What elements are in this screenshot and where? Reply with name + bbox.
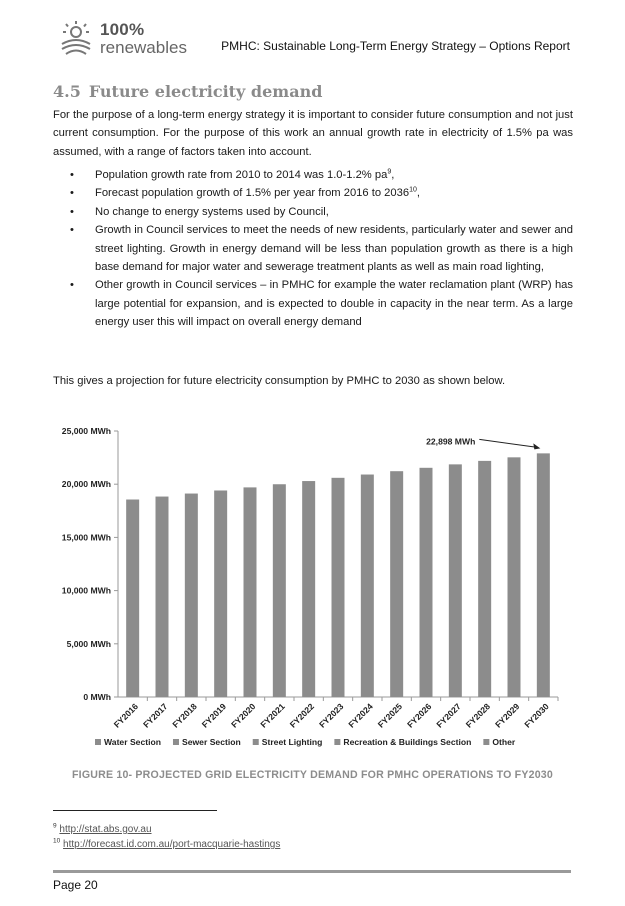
- legend-swatch: [253, 739, 259, 745]
- x-tick-label: FY2025: [375, 701, 405, 730]
- footnote-divider: [53, 810, 217, 811]
- bar-fy2017: [156, 497, 169, 697]
- logo-text-top: 100%: [100, 20, 145, 39]
- bar-fy2022: [302, 481, 315, 697]
- x-tick-label: FY2023: [317, 701, 346, 730]
- legend-swatch: [95, 739, 101, 745]
- x-tick-label: FY2021: [258, 701, 287, 730]
- list-item: [53, 203, 573, 221]
- bar-fy2021: [273, 484, 286, 697]
- x-tick-label: FY2024: [346, 701, 375, 730]
- list-item: [53, 276, 573, 331]
- x-tick-label: FY2029: [493, 701, 522, 730]
- footnote-link[interactable]: http://forecast.id.com.au/port-macquarie-hastings: [63, 839, 281, 850]
- logo-text-bottom: renewables: [100, 38, 187, 57]
- list-item-text: Population growth rate from 2010 to 2014 was 1.0-1.2% pa: [95, 169, 388, 181]
- list-item-tail: ,: [416, 187, 420, 200]
- bullet-icon: •: [70, 205, 74, 218]
- legend-label: Water Section: [104, 737, 161, 747]
- legend-label: Street Lighting: [261, 737, 323, 747]
- page-header: [56, 18, 576, 58]
- footnote-ref[interactable]: 9: [387, 168, 392, 176]
- footnote-number: 9: [53, 822, 57, 830]
- legend-label: Sewer Section: [181, 737, 241, 747]
- electricity-demand-chart: [38, 422, 578, 758]
- list-item: [53, 184, 573, 202]
- x-tick-label: FY2027: [434, 701, 463, 730]
- bar-fy2018: [185, 494, 198, 697]
- logo: [56, 18, 236, 58]
- footnote-ref[interactable]: 10: [409, 186, 417, 194]
- report-title: PMHC: Sustainable Long-Term Energy Strategy – Options Report: [221, 39, 570, 53]
- list-item-tail: ,: [391, 169, 395, 181]
- y-tick-label: 20,000 MWh: [61, 479, 111, 490]
- footnotes: [53, 822, 280, 852]
- section-number: 4.5: [53, 82, 81, 101]
- bar-fy2025: [390, 471, 403, 697]
- x-tick-label: FY2022: [287, 701, 317, 730]
- bar-fy2026: [420, 468, 433, 697]
- annotation-label: 22,898 MWh: [426, 436, 476, 447]
- projection-paragraph: This gives a projection for future electricity consumption by PMHC to 2030 as shown below.: [53, 375, 506, 387]
- legend-swatch: [483, 739, 489, 745]
- footnote: [53, 822, 280, 837]
- legend-swatch: [173, 739, 179, 745]
- bullet-icon: •: [70, 279, 74, 292]
- bullet-icon: •: [70, 187, 74, 200]
- x-tick-label: FY2019: [199, 701, 229, 730]
- list-item-text: Other growth in Council services – in PMHC for example the water reclamation plant (WRP) has large potential for expansion, and is expected to double in capacity in the near term. As a large energy user this will impact on overall energy demand: [95, 279, 573, 329]
- intro-paragraph: For the purpose of a long-term energy strategy it is important to consider future consumption and not just current consumption. For the purpose of this work an annual growth rate in electricity of 1.5% pa was assumed, with a range of factors taken into account.: [53, 109, 573, 158]
- legend-swatch: [334, 739, 340, 745]
- list-item-text: Forecast population growth of 1.5% per year from 2016 to 2036: [95, 187, 410, 200]
- section-heading: [53, 82, 322, 101]
- annotation-arrow-head: [533, 443, 540, 449]
- bar-fy2024: [361, 475, 374, 697]
- bar-fy2023: [332, 478, 345, 697]
- x-tick-label: FY2016: [111, 701, 141, 730]
- y-tick-label: 15,000 MWh: [61, 532, 111, 543]
- x-tick-label: FY2028: [463, 701, 493, 730]
- sun-leaf-icon: [56, 20, 96, 56]
- footer-rule: [53, 870, 571, 873]
- x-tick-label: FY2018: [170, 701, 199, 730]
- legend-label: Recreation & Buildings Section: [343, 737, 472, 747]
- footnote-number: 10: [53, 837, 61, 845]
- bullet-icon: •: [70, 224, 74, 237]
- section-title: Future electricity demand: [88, 82, 323, 101]
- y-tick-label: 10,000 MWh: [61, 585, 111, 596]
- x-tick-label: FY2030: [522, 701, 551, 730]
- bar-fy2030: [537, 453, 550, 697]
- x-tick-label: FY2020: [229, 701, 258, 730]
- list-item-text: Growth in Council services to meet the needs of new residents, particularly water and sewer and street lighting. Growth in energy demand will be less than population growth as there is a high base demand for major water and sewerage treatment plants as well as main road lighting,: [95, 224, 573, 274]
- page-number: Page 20: [53, 878, 98, 892]
- footnote-link[interactable]: http://stat.abs.gov.au: [59, 824, 152, 835]
- bullet-icon: •: [70, 169, 74, 181]
- bar-fy2029: [508, 457, 521, 697]
- factor-list: [53, 166, 573, 332]
- y-tick-label: 0 MWh: [83, 692, 111, 702]
- x-tick-label: FY2017: [141, 701, 170, 730]
- bar-fy2016: [126, 500, 139, 697]
- legend-label: Other: [492, 737, 516, 747]
- bar-fy2019: [214, 490, 227, 697]
- y-tick-label: 5,000 MWh: [66, 638, 111, 649]
- bar-fy2027: [449, 464, 462, 697]
- x-tick-label: FY2026: [405, 701, 434, 730]
- bar-fy2020: [244, 487, 257, 697]
- y-tick-label: 25,000 MWh: [61, 426, 111, 436]
- list-item: [53, 221, 573, 276]
- bar-fy2028: [478, 461, 491, 697]
- footnote: [53, 837, 280, 852]
- figure-caption: FIGURE 10- PROJECTED GRID ELECTRICITY DEMAND FOR PMHC OPERATIONS TO FY2030: [72, 769, 553, 781]
- list-item: [53, 166, 573, 184]
- annotation-arrow-line: [479, 439, 537, 447]
- list-item-text: No change to energy systems used by Council,: [95, 205, 329, 218]
